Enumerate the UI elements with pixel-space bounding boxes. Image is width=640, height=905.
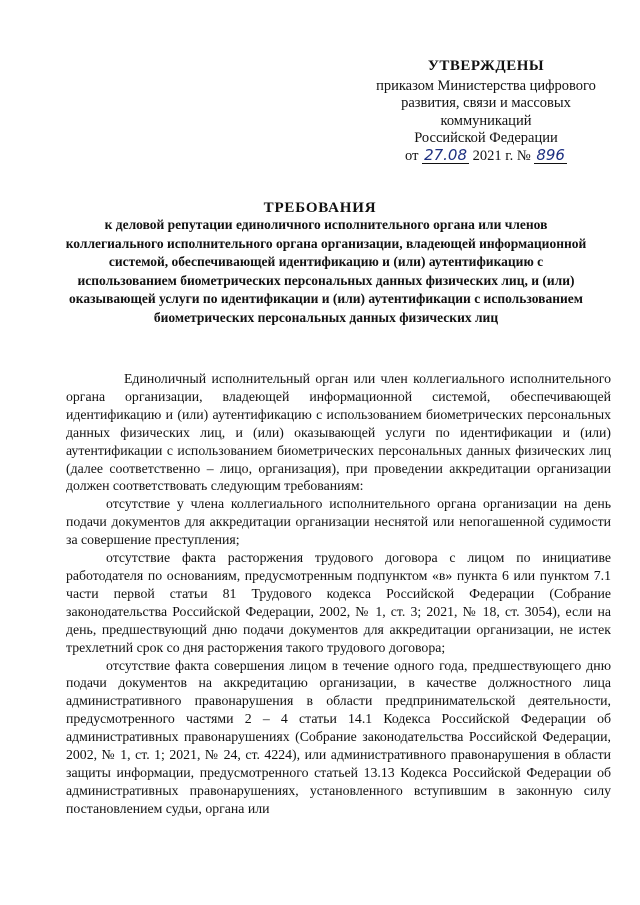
approval-line-3: коммуникаций — [440, 112, 532, 129]
paragraph-requirement-3: отсутствие факта совершения лицом в течение одного года, предшествующего дню подачи документов на аккредитацию организации, в качестве должностного лица административного правонарушения в области предпринимательской деятельности, предусмотренного частями 2 – 4 статьи 14.1 Кодекса Российской Федерации об административных правонарушениях (Собрание законодательства Российской Федерации, 2002, № 1, ст. 1; 2021, № 24, ст. 4224), или административного правонарушения в области защиты информации, предусмотренного статьей 13.13 Кодекса Российской Федерации об административных правонарушениях, установленного вступившим в законную силу постановлением судьи, органа или — [66, 657, 611, 816]
order-date-line — [366, 145, 606, 166]
document-body — [66, 370, 611, 818]
approval-line-2: развития, связи и массовых — [401, 95, 571, 111]
order-year: 2021 г. № — [472, 147, 531, 164]
document-subtitle: к деловой репутации единоличного исполнительного органа или членов коллегиального исполнительного органа организации, владеющей информационной системой, обеспечивающей идентификацию и (или) аутентификацию с использованием биометрических персональных данных физических лиц, и (или) оказывающей услуги по идентификации и (или) аутентификации с использованием биометрических персональных данных физических лиц — [65, 217, 587, 325]
handwritten-order-number: 896 — [536, 145, 565, 164]
approval-block — [366, 58, 606, 165]
approval-line-1: приказом Министерства цифрового — [376, 77, 596, 94]
date-prefix: от — [405, 147, 419, 164]
paragraph-intro: Единоличный исполнительный орган или член коллегиального исполнительного органа организации, владеющей информационной системой, обеспечивающей идентификацию и (или) аутентификацию с использованием биометрических персональных данных физических лиц, и (или) оказывающей услуги по идентификации и (или) аутентификации с использованием биометрических персональных данных физических лиц (далее соответственно – лицо, организация), при проведении аккредитации организации должен соответствовать следующим требованиям: — [66, 371, 611, 494]
paragraph-requirement-2: отсутствие факта расторжения трудового договора с лицом по инициативе работодателя по основаниям, предусмотренным подпунктом «в» пункта 6 или пунктом 7.1 части первой статьи 81 Трудового кодекса Российской Федерации (Собрание законодательства Российской Федерации, 2002, № 1, ст. 3; 2021, № 18, ст. 3054), если на день, предшествующий дню подачи документов для аккредитации организации, не истек трехлетний срок со дня расторжения такого трудового договора; — [66, 550, 611, 655]
paragraph-requirement-1: отсутствие у члена коллегиального исполнительного органа организации на день подачи документов для аккредитации организации неснятой или непогашенной судимости за совершение преступления; — [66, 496, 611, 548]
approval-heading: УТВЕРЖДЕНЫ — [427, 58, 545, 74]
approval-line-4: Российской Федерации — [414, 130, 558, 146]
document-title: ТРЕБОВАНИЯ — [263, 200, 377, 216]
handwritten-date: 27.08 — [424, 145, 468, 164]
